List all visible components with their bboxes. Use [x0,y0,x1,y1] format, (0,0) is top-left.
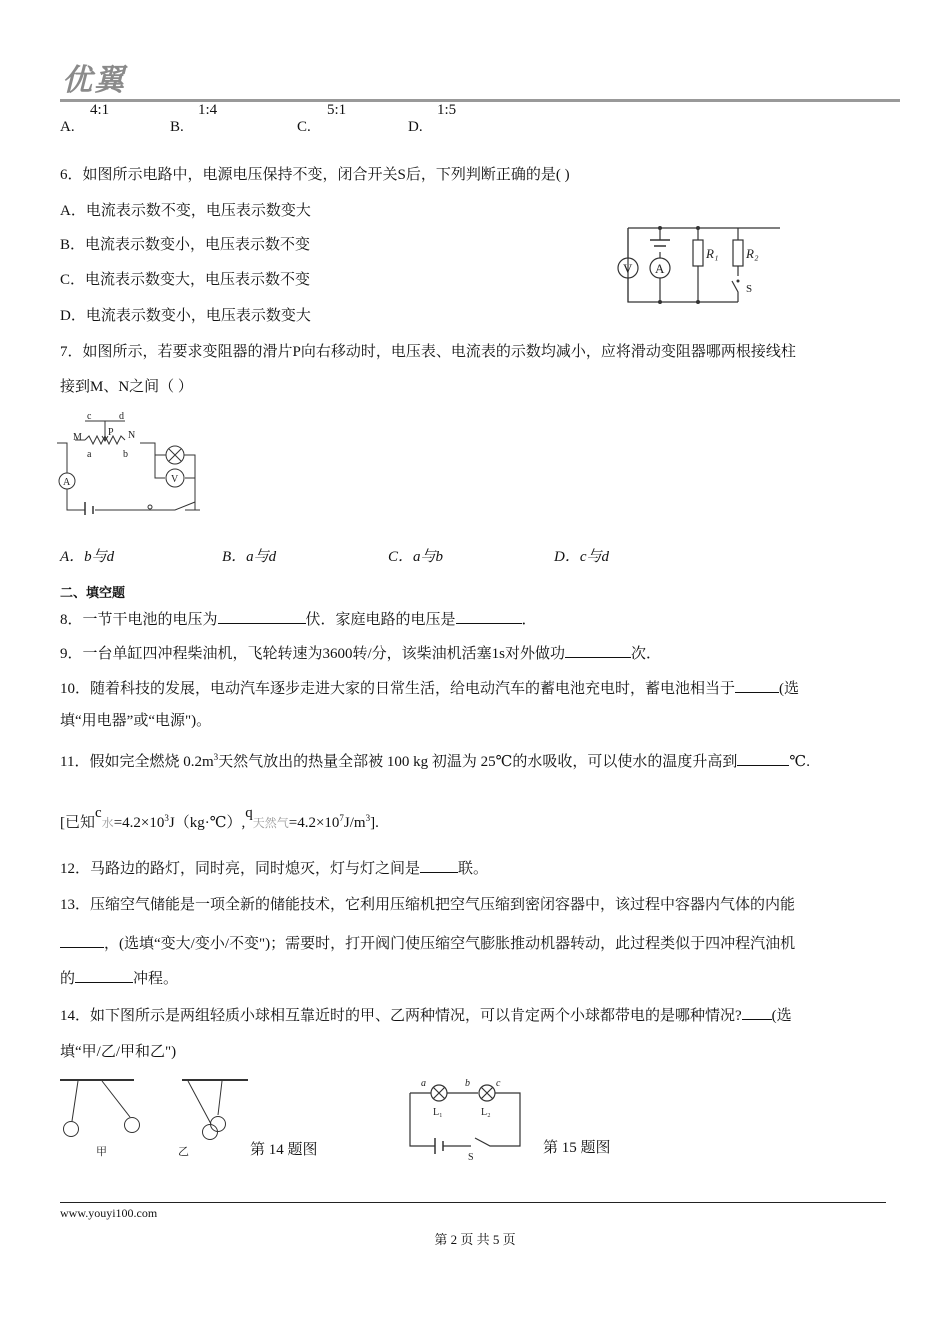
q8-text-2: 伏．家庭电路的电压是 [305,612,456,628]
q5-option-d-label: D. [408,119,423,135]
q9-text-2: 次． [631,646,662,662]
yi-label: 乙 [178,1146,189,1158]
terminal-m: M [73,432,82,443]
point-b: b [465,1078,470,1089]
c-symbol: c [95,805,102,821]
q5-option-d-value: 1:5 [437,102,457,118]
q13-blank-1[interactable] [60,933,104,948]
q14-text-2: (选 [771,1008,792,1024]
switch-label: S [746,283,753,295]
q8-text-3: ． [521,612,537,628]
q5-option-b-label: B. [170,119,184,135]
q7-circuit-diagram [55,410,205,515]
terminal-n: N [128,430,136,441]
voltmeter-label: V [623,261,633,276]
q11-text-3: ℃. [789,754,810,770]
known-label: [已知 [60,815,95,831]
page-number: 第 2 页 共 5 页 [434,1232,516,1247]
fig14-caption: 第 14 题图 [250,1142,318,1158]
q14-blank[interactable] [742,1005,772,1020]
q8-blank-2[interactable] [456,609,522,624]
c-exponent: 3 [164,813,169,823]
q-unit: J/m [343,815,366,831]
header-rule [60,99,900,102]
q9-text: 9．一台单缸四冲程柴油机，飞轮转速为3600转/分，该柴油机活塞1s对外做功 [60,646,566,662]
q13-line3 [60,968,178,989]
q11-known [60,805,379,833]
q13-line2 [60,933,795,954]
q12-text: 12．马路边的路灯，同时亮，同时熄灭，灯与灯之间是 [60,861,421,877]
jia-label: 甲 [96,1146,107,1158]
q10-line2: 填“用电器”或“电源")。 [60,713,212,729]
terminal-d: d [119,411,124,422]
q7-option-d: D．c与d [554,549,609,565]
c-subscript: 水 [101,816,114,830]
q5-option-a-value: 4:1 [90,102,110,118]
voltmeter-label: V [171,474,179,485]
q10-text: 10．随着科技的发展，电动汽车逐步走进大家的日常生活，给电动汽车的蓄电池充电时，蓄电池相当于 [60,681,736,697]
q8-text: 8．一节干电池的电压为 [60,612,218,628]
switch-label: S [468,1152,474,1163]
q-subscript: 天然气 [252,816,289,830]
section-heading: 二、填空题 [60,586,126,601]
q6-circuit-diagram [610,218,780,308]
q-exponent: 7 [339,813,344,823]
q10 [60,678,799,699]
q7-option-b: B．a与d [222,549,277,565]
q14-line2: 填“甲/乙/甲和乙") [60,1044,177,1060]
youyi-logo: 优翼 [62,63,126,98]
slider-p: P [108,427,114,438]
q12-text-2: 联。 [458,861,489,877]
q14-figure [58,1075,248,1165]
q11-blank[interactable] [737,751,789,766]
q12 [60,858,488,879]
q7-option-a: A．b与d [60,549,115,565]
terminal-a: a [87,449,92,460]
q6-option-b: B．电流表示数变小，电压表示数不变 [60,237,311,253]
q6-option-a: A．电流表示数不变，电压表示数变大 [60,203,311,219]
q13-blank-2[interactable] [75,968,133,983]
q7-option-c: C．a与b [388,549,444,565]
q5-option-c-label: C. [297,119,311,135]
l2-label: L₂ [481,1107,491,1118]
r1-label: R₁ [706,246,719,261]
l1-label: L₁ [433,1107,443,1118]
q8-blank-1[interactable] [218,609,306,624]
q5-option-a-label: A. [60,119,75,135]
q14-text: 14．如下图所示是两组轻质小球相互靠近时的甲、乙两种情况，可以肯定两个小球都带电的是哪种情况? [60,1008,742,1024]
known-end: ]. [370,815,379,831]
q12-blank[interactable] [420,858,458,873]
q-symbol: q [245,805,253,821]
q5-option-c-value: 5:1 [327,102,347,118]
q9-blank[interactable] [565,643,631,658]
q6-option-c: C．电流表示数变大，电压表示数不变 [60,272,311,288]
terminal-c: c [87,411,92,422]
q6-stem: 6．如图所示电路中，电源电压保持不变，闭合开关S后，下列判断正确的是( ) [60,167,570,183]
q7-stem-line2: 接到M、N之间（ ） [60,379,193,395]
fig15-caption: 第 15 题图 [543,1140,611,1156]
q10-blank[interactable] [735,678,779,693]
q13-text-4: 冲程。 [133,971,179,987]
r2-label: R₂ [746,246,759,261]
ammeter-label: A [63,477,71,488]
q14 [60,1005,792,1026]
q-value: =4.2×10 [288,815,340,831]
q9 [60,643,661,664]
q11-text-2: 天然气放出的热量全部被 100 kg 初温为 25℃的水吸收，可以使水的温度升高到 [218,754,738,770]
q13-text-2: ，(选填“变大/变小/不变")；需要时，打开阀门使压缩空气膨胀推动机器转动，此过程类似于四冲程汽油机 [104,936,796,952]
q8 [60,609,537,630]
q13-text-3: 的 [60,971,76,987]
c-unit: J（kg·℃）, [168,815,246,831]
q13-line1: 13．压缩空气储能是一项全新的储能技术，它利用压缩机把空气压缩到密闭容器中，该过程中容器内气体的内能 [60,897,796,913]
q5-option-b-value: 1:4 [198,102,218,118]
point-a: a [421,1078,426,1089]
q15-circuit-diagram [405,1078,530,1163]
ammeter-label: A [655,261,665,276]
terminal-b: b [123,449,128,460]
point-c: c [496,1078,501,1089]
footer-url[interactable]: www.youyi100.com [60,1206,158,1220]
q6-option-d: D．电流表示数变小，电压表示数变大 [60,308,311,324]
c-value: =4.2×10 [113,815,165,831]
q-unit-exponent: 3 [365,813,371,823]
q10-text-2: (选 [779,681,800,697]
q11: 11．假如完全燃烧 $0.2m^3$天然气放出的热量全部被 100 kg 初温为 25℃的水吸收，可以使水的温度升高到 ℃. [60,752,810,770]
q7-stem-line1: 7．如图所示，若要求变阻器的滑片P向右移动时，电压表、电流表的示数均减小，应将滑动变阻器哪两根接线柱 [60,344,796,360]
q11-text: 11．假如完全燃烧 0.2m [60,754,214,770]
footer-rule [60,1202,886,1203]
